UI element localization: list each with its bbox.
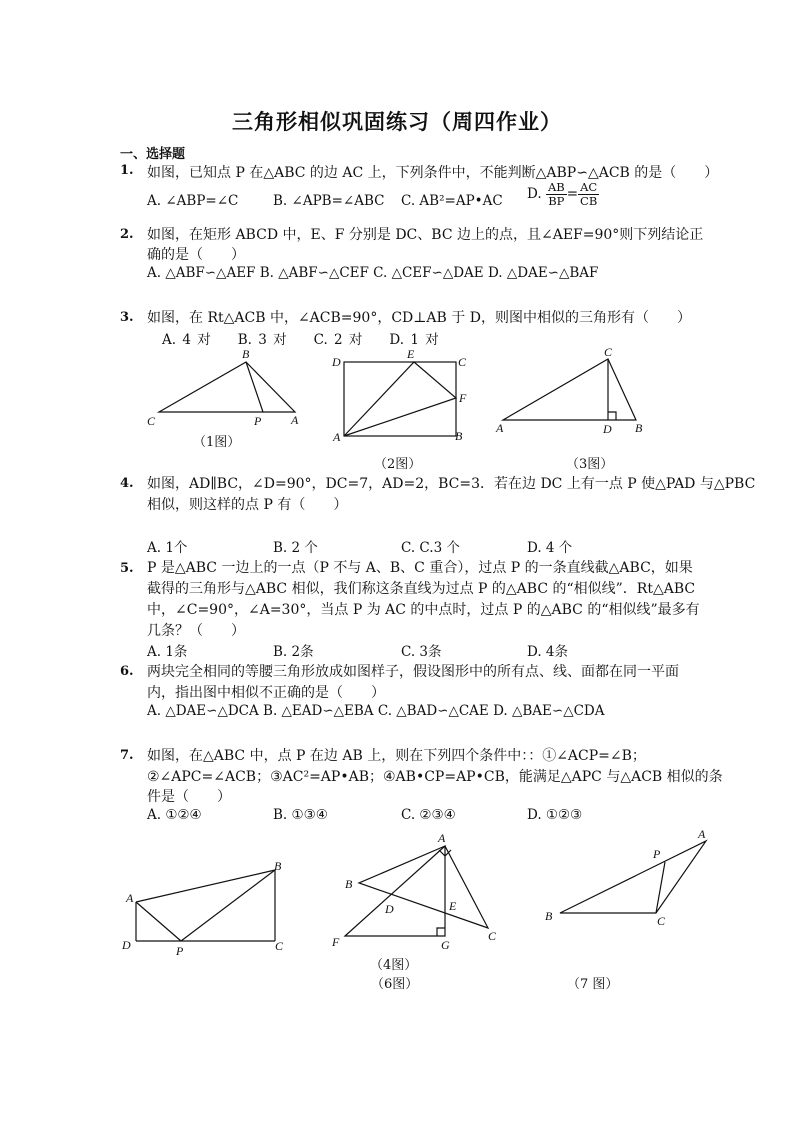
fig4-label-c: C [275, 939, 284, 953]
fig6-label-e: E [449, 899, 457, 913]
fig3-caption: （3图） [566, 457, 614, 472]
frac-denominator: CB [580, 194, 598, 208]
frac-denominator: BP [548, 194, 565, 208]
q7-line1: 如图，在△ABC 中，点 P 在边 AB 上，则在下列四个条件中：：①∠ACP=∠B； [147, 748, 646, 764]
fig1-label-c: C [147, 414, 156, 428]
fig2-label-f: F [459, 391, 467, 405]
fig4-label-a: A [126, 891, 134, 905]
q5-number: 5. [120, 561, 134, 576]
q7-option-c: C. ②③④ [401, 807, 456, 823]
q6-number: 6. [120, 664, 134, 679]
q6-line2: 内，指出图中相似不正确的是（ ） [147, 685, 385, 701]
equals-sign: = [566, 186, 579, 202]
q1-option-d-label: D. [527, 186, 542, 202]
q5-line4: 几条？（ ） [147, 623, 245, 639]
q4-option-b: B. 2 个 [273, 540, 318, 556]
fig1-label-p: P [254, 414, 262, 428]
q5-line3: 中，∠C=90°，∠A=30°，当点 P 为 AC 的中点时，过点 P 的△ABC 的“相似线”最多有 [147, 602, 700, 618]
fig6-label-b: B [345, 877, 353, 891]
q5-option-c: C. 3条 [401, 644, 442, 660]
q1-option-a: A. ∠ABP=∠C [147, 193, 239, 209]
fig4-label-b: B [274, 859, 282, 873]
q2-line1: 如图，在矩形 ABCD 中，E、F 分别是 DC、BC 边上的点，且∠AEF=90°则下列结论正 [147, 227, 704, 243]
fig7-caption: （7 图） [567, 977, 619, 992]
frac-numerator: AB [547, 180, 565, 194]
fig3-label-a: A [496, 421, 504, 435]
q4-option-a: A. 1个 [147, 540, 188, 556]
q5-option-d: D. 4条 [527, 644, 569, 660]
q6-line1: 两块完全相同的等腰三角形放成如图样子，假设图形中的所有点、线、面都在同一平面 [147, 664, 679, 680]
fig6-label-g: G [441, 938, 450, 952]
q7-line2: ②∠APC=∠ACB；③AC²=AP•AB；④AB•CP=AP•CB，能满足△APC 与△ACB 相似的条 [147, 769, 723, 785]
fig6-label-d: D [385, 902, 394, 916]
fig3-label-b: B [635, 421, 643, 435]
q5-line1: P 是△ABC 一边上的一点（P 不与 A、B、C 重合），过点 P 的一条直线截△ABC，如果 [147, 560, 693, 576]
fig7-triangle [560, 841, 706, 913]
fig4-label-p: P [176, 944, 184, 958]
fig4-caption: （4图） [370, 958, 418, 973]
q4-number: 4. [120, 476, 134, 491]
fig1-label-a: A [291, 413, 299, 427]
q2-number: 2. [120, 227, 134, 242]
fig2-label-c: C [458, 355, 467, 369]
fig4-label-d: D [122, 938, 131, 952]
q5-line2: 截得的三角形与△ABC 相似，我们称这条直线为过点 P 的△ABC 的“相似线”．Rt△ABC [147, 581, 696, 597]
fig6-label-a: A [438, 831, 446, 845]
fig7-label-a: A [698, 827, 706, 841]
fig7-label-c: C [657, 914, 666, 928]
q3-options: A. 4 对 B. 3 对 C. 2 对 D. 1 对 [162, 332, 439, 348]
q3-text: 如图，在 Rt△ACB 中，∠ACB=90°，CD⊥AB 于 D，则图中相似的三角形有（ ） [147, 310, 691, 326]
fig2-label-b: B [455, 429, 463, 443]
q7-number: 7. [120, 748, 134, 763]
q1-text: 如图，已知点 P 在△ABC 的边 AC 上，下列条件中，不能判断△ABP∽△ACB 的是（ ） [147, 165, 719, 181]
fig6-label-f: F [332, 935, 340, 949]
fig2-label-e: E [407, 347, 415, 361]
q1-option-b: B. ∠APB=∠ABC [273, 193, 385, 209]
q2-line2: 确的是（ ） [147, 247, 245, 263]
page-title: 三角形相似巩固练习（周四作业） [232, 109, 562, 134]
frac-numerator: AC [578, 181, 599, 195]
q4-line2: 相似，则这样的点 P 有（ ） [147, 497, 348, 513]
q1-option-c: C. AB²=AP•AC [401, 193, 503, 209]
section-heading: 一、选择题 [120, 147, 186, 162]
q5-option-a: A. 1条 [147, 644, 188, 660]
q2-options: A. △ABF∽△AEF B. △ABF∽△CEF C. △CEF∽△DAE D. △DAE∽△BAF [147, 265, 599, 281]
fig7-label-p: P [653, 847, 661, 861]
fig6-caption: （6图） [371, 977, 419, 992]
fig3-label-c: C [604, 345, 613, 359]
q7-option-b: B. ①③④ [273, 807, 328, 823]
q1-number: 1. [120, 163, 134, 178]
fig2-label-d: D [332, 355, 341, 369]
fig7-label-b: B [545, 909, 553, 923]
fig7-segment-pc [656, 862, 665, 913]
q7-option-d: D. ①②③ [527, 807, 583, 823]
q4-line1: 如图，AD∥BC，∠D=90°，DC=7，AD=2，BC=3．若在边 DC 上有一点 P 使△PAD 与△PBC [147, 476, 756, 492]
q7-line3: 件是（ ） [147, 789, 231, 805]
q7-option-a: A. ①②④ [147, 807, 202, 823]
fig6-label-c: C [488, 929, 497, 943]
q4-option-d: D. 4 个 [527, 540, 573, 556]
fig1-caption: （1图） [193, 435, 241, 450]
q4-option-c: C. C.3 个 [401, 540, 460, 556]
fig2-label-a: A [333, 430, 341, 444]
fig1-label-b: B [242, 347, 250, 361]
q6-options: A. △DAE∽△DCA B. △EAD∽△EBA C. △BAD∽△CAE D. △BAE∽△CDA [147, 703, 605, 719]
q3-number: 3. [120, 310, 134, 325]
fig2-caption: （2图） [374, 457, 422, 472]
q5-option-b: B. 2条 [273, 644, 314, 660]
fig3-label-d: D [603, 422, 612, 436]
